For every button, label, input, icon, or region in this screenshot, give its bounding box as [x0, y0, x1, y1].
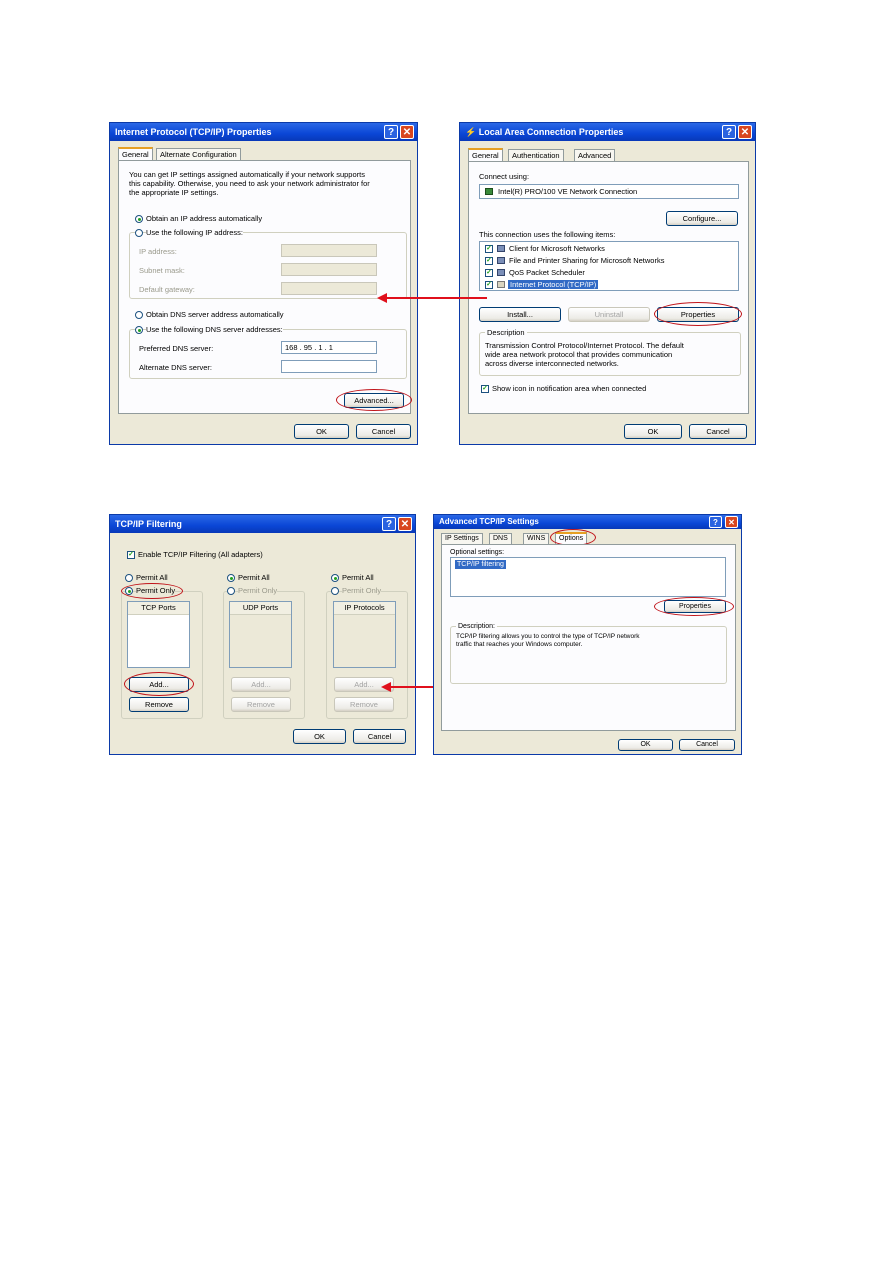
- udp-permit-all-radio[interactable]: [227, 574, 235, 582]
- filter-title: TCP/IP Filtering: [110, 515, 415, 533]
- tab-dns[interactable]: DNS: [489, 533, 512, 544]
- list-item-selected: Internet Protocol (TCP/IP): [510, 280, 597, 289]
- use-ip-radio[interactable]: [135, 229, 143, 237]
- ip-permit-only-radio[interactable]: [331, 587, 339, 595]
- ip-protocols-list: [333, 601, 396, 668]
- lan-properties-dialog: [459, 122, 756, 445]
- tcp-remove-button[interactable]: Remove: [129, 697, 189, 712]
- show-icon-label: Show icon in notification area when connected: [492, 384, 647, 393]
- ip-permit-all-radio[interactable]: [331, 574, 339, 582]
- options-panel: [441, 544, 736, 731]
- annotation-arrow-head: [377, 293, 387, 303]
- tab-ip-settings[interactable]: IP Settings: [441, 533, 483, 544]
- protocol-icon: [497, 281, 505, 288]
- install-button[interactable]: Install...: [479, 307, 561, 322]
- tcpip-properties-dialog: [109, 122, 418, 445]
- obtain-ip-label: Obtain an IP address automatically: [146, 214, 263, 223]
- list-item: File and Printer Sharing for Microsoft Networks: [509, 256, 665, 265]
- close-button[interactable]: ✕: [738, 125, 752, 139]
- list-item: Client for Microsoft Networks: [509, 244, 605, 253]
- list-item-selected[interactable]: TCP/IP filtering: [457, 561, 504, 568]
- obtain-ip-radio[interactable]: [135, 215, 143, 223]
- annotation-arrow-shaft: [385, 297, 487, 299]
- adapter-name: Intel(R) PRO/100 VE Network Connection: [498, 187, 638, 196]
- cancel-button[interactable]: Cancel: [356, 424, 411, 439]
- ip-protocols-header: IP Protocols: [334, 602, 395, 615]
- general-panel: [468, 161, 749, 414]
- adapter-field: [479, 184, 739, 199]
- close-button[interactable]: ✕: [400, 125, 414, 139]
- udp-permit-only-label: Permit Only: [238, 586, 278, 595]
- lan-title-text: Local Area Connection Properties: [478, 127, 624, 137]
- item-checkbox[interactable]: ✓: [486, 245, 492, 252]
- advanced-button[interactable]: Advanced...: [344, 393, 404, 408]
- annotation-arrow-head: [381, 682, 391, 692]
- udp-add-button: Add...: [231, 677, 291, 692]
- preferred-dns-label: Preferred DNS server:: [139, 344, 214, 353]
- ip-permit-only-label: Permit Only: [342, 586, 382, 595]
- description-line-1: Transmission Control Protocol/Internet Protocol. The default: [485, 341, 684, 350]
- alternate-dns-field[interactable]: [281, 360, 377, 373]
- advanced-tcpip-dialog: [433, 514, 742, 755]
- tab-options[interactable]: Options: [555, 532, 587, 544]
- description-line-2: traffic that reaches your Windows computer.: [456, 641, 583, 648]
- udp-permit-only-radio[interactable]: [227, 587, 235, 595]
- ip-remove-button: Remove: [334, 697, 394, 712]
- tcp-permit-only-label: Permit Only: [136, 586, 176, 595]
- cancel-button[interactable]: Cancel: [679, 739, 735, 751]
- optional-settings-label: Optional settings:: [450, 549, 505, 556]
- tab-alternate-configuration[interactable]: Alternate Configuration: [156, 148, 241, 161]
- tab-general[interactable]: General: [118, 147, 153, 160]
- enable-filtering-label: Enable TCP/IP Filtering (All adapters): [138, 550, 263, 559]
- use-ip-label: Use the following IP address:: [146, 228, 243, 237]
- ip-permit-all-label: Permit All: [342, 573, 374, 582]
- general-panel: [118, 160, 411, 414]
- connect-using-label: Connect using:: [479, 172, 530, 181]
- optional-settings-list[interactable]: [450, 557, 726, 597]
- tab-authentication[interactable]: Authentication: [508, 149, 564, 162]
- tcp-ports-list[interactable]: [127, 601, 190, 668]
- sharing-icon: [497, 257, 505, 264]
- description-line-3: across diverse interconnected networks.: [485, 359, 619, 368]
- description-line-2: wide area network protocol that provides communication: [485, 350, 673, 359]
- help-button[interactable]: ?: [384, 125, 398, 139]
- ip-address-field: [281, 244, 377, 257]
- help-button[interactable]: ?: [722, 125, 736, 139]
- properties-button[interactable]: Properties: [664, 600, 726, 613]
- subnet-mask-field: [281, 263, 377, 276]
- tcp-permit-all-label: Permit All: [136, 573, 168, 582]
- tcpip-title: Internet Protocol (TCP/IP) Properties: [110, 123, 417, 141]
- udp-ports-header: UDP Ports: [230, 602, 291, 615]
- ok-button[interactable]: OK: [294, 424, 349, 439]
- description-label: Description:: [458, 623, 495, 630]
- cancel-button[interactable]: Cancel: [353, 729, 406, 744]
- items-label: This connection uses the following items:: [479, 230, 616, 239]
- tab-advanced[interactable]: Advanced: [574, 149, 615, 162]
- tcpip-filtering-dialog: [109, 514, 416, 755]
- qos-icon: [497, 269, 505, 276]
- tab-wins[interactable]: WINS: [523, 533, 549, 544]
- lan-title: [460, 123, 755, 141]
- help-button[interactable]: ?: [709, 516, 722, 528]
- description-label: Description: [487, 328, 525, 337]
- help-button[interactable]: ?: [382, 517, 396, 531]
- use-dns-radio[interactable]: [135, 326, 143, 334]
- show-icon-checkbox[interactable]: ✓: [482, 385, 488, 392]
- advanced-title: Advanced TCP/IP Settings: [434, 515, 741, 529]
- close-button[interactable]: ✕: [725, 516, 738, 528]
- subnet-mask-label: Subnet mask:: [139, 266, 185, 275]
- tab-general[interactable]: General: [468, 148, 503, 161]
- item-checkbox[interactable]: ✓: [486, 281, 492, 288]
- items-list[interactable]: [479, 241, 739, 291]
- preferred-dns-field[interactable]: 168 . 95 . 1 . 1: [281, 341, 377, 354]
- configure-button[interactable]: Configure...: [666, 211, 738, 226]
- intro-line-2: this capability. Otherwise, you need to ask your network administrator for: [129, 179, 370, 188]
- uninstall-button: Uninstall: [568, 307, 650, 322]
- ok-button[interactable]: OK: [618, 739, 673, 751]
- enable-filtering-checkbox[interactable]: ✓: [128, 551, 134, 558]
- tcp-permit-all-radio[interactable]: [125, 574, 133, 582]
- udp-remove-button: Remove: [231, 697, 291, 712]
- properties-button[interactable]: Properties: [657, 307, 739, 322]
- tcp-add-button[interactable]: Add...: [129, 677, 189, 692]
- use-dns-label: Use the following DNS server addresses:: [146, 325, 283, 334]
- ip-add-button: Add...: [334, 677, 394, 692]
- obtain-dns-radio[interactable]: [135, 311, 143, 319]
- network-card-icon: [485, 188, 493, 195]
- item-checkbox[interactable]: ✓: [486, 269, 492, 276]
- tcp-permit-only-radio[interactable]: [125, 587, 133, 595]
- intro-line-1: You can get IP settings assigned automatically if your network supports: [129, 170, 365, 179]
- default-gateway-label: Default gateway:: [139, 285, 195, 294]
- cancel-button[interactable]: Cancel: [689, 424, 747, 439]
- client-icon: [497, 245, 505, 252]
- description-line-1: TCP/IP filtering allows you to control the type of TCP/IP network: [456, 633, 640, 640]
- udp-permit-all-label: Permit All: [238, 573, 270, 582]
- default-gateway-field: [281, 282, 377, 295]
- ip-address-label: IP address:: [139, 247, 177, 256]
- list-item: QoS Packet Scheduler: [509, 268, 585, 277]
- udp-ports-list: [229, 601, 292, 668]
- item-checkbox[interactable]: ✓: [486, 257, 492, 264]
- close-button[interactable]: ✕: [398, 517, 412, 531]
- alternate-dns-label: Alternate DNS server:: [139, 363, 212, 372]
- intro-line-3: the appropriate IP settings.: [129, 188, 219, 197]
- ok-button[interactable]: OK: [624, 424, 682, 439]
- tcp-ports-header: TCP Ports: [128, 602, 189, 615]
- network-icon: ⚡: [465, 127, 479, 137]
- obtain-dns-label: Obtain DNS server address automatically: [146, 310, 284, 319]
- ok-button[interactable]: OK: [293, 729, 346, 744]
